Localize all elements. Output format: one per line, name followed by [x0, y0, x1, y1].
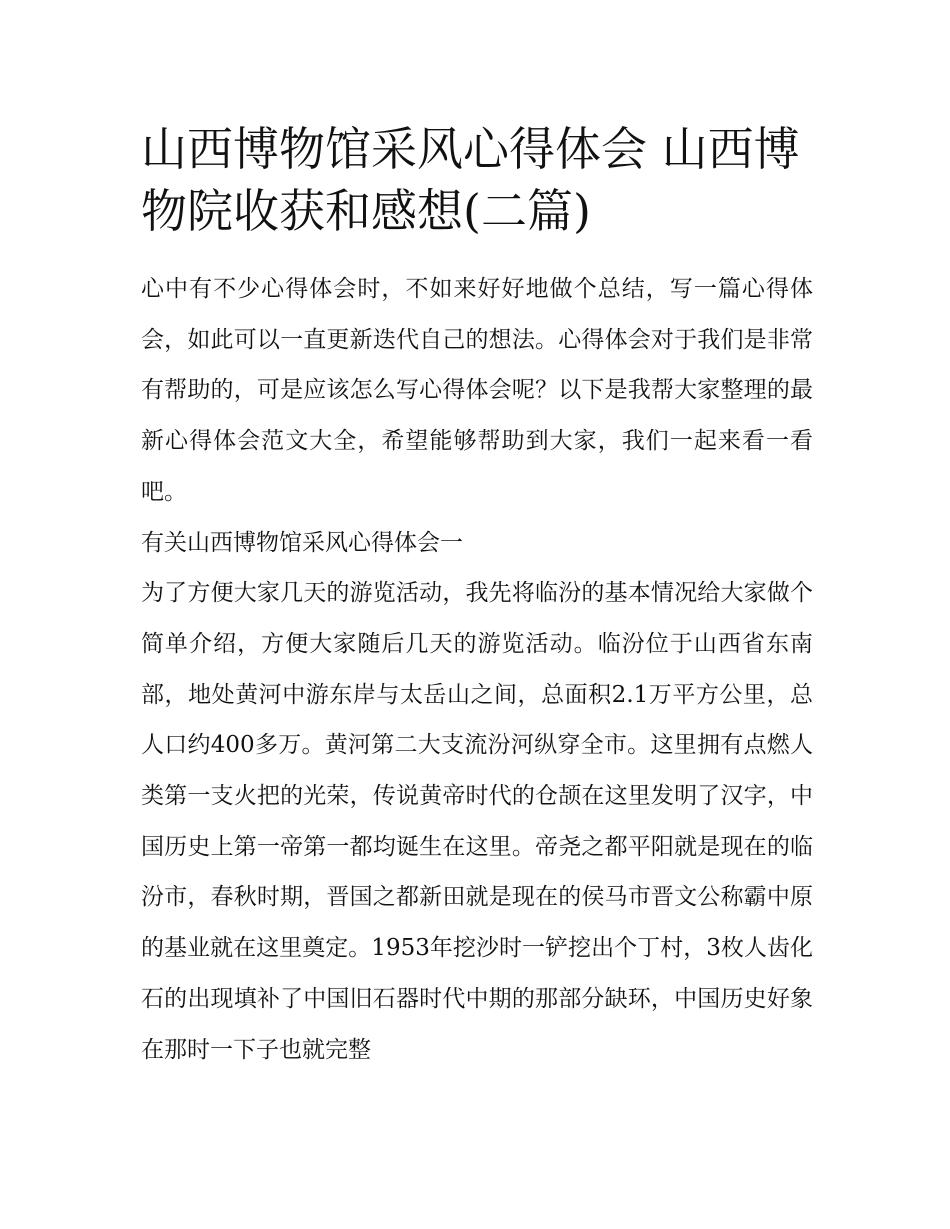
intro-paragraph: 心中有不少心得体会时，不如来好好地做个总结，写一篇心得体会，如此可以一直更新迭代自己的想法。心得体会对于我们是非常有帮助的，可是应该怎么写心得体会呢？以下是我帮大家整理的最新心得体会范文大全，希望能够帮助到大家，我们一起来看一看吧。 [141, 276, 813, 505]
document-title: 山西博物馆采风心得体会 山西博物院收获和感想(二篇) [141, 122, 800, 238]
section-heading: 有关山西博物馆采风心得体会一 [141, 529, 463, 556]
document-body [141, 264, 813, 1075]
document-content [141, 118, 813, 1075]
body-paragraph: 为了方便大家几天的游览活动，我先将临汾的基本情况给大家做个简单介绍，方便大家随后几天的游览活动。临汾位于山西省东南部，地处黄河中游东岸与太岳山之间，总面积2.1万平方公里，总人口约400多万。黄河第二大支流汾河纵穿全市。这里拥有点燃人类第一支火把的光荣，传说黄帝时代的仓颉在这里发明了汉字，中国历史上第一帝第一都均诞生在这里。帝尧之都平阳就是现在的临汾市，春秋时期，晋国之都新田就是现在的侯马市晋文公称霸中原的基业就在这里奠定。1953年挖沙时一铲挖出个丁村，3枚人齿化石的出现填补了中国旧石器时代中期的那部分缺环，中国历史好象在那时一下子也就完整 [141, 580, 813, 1063]
